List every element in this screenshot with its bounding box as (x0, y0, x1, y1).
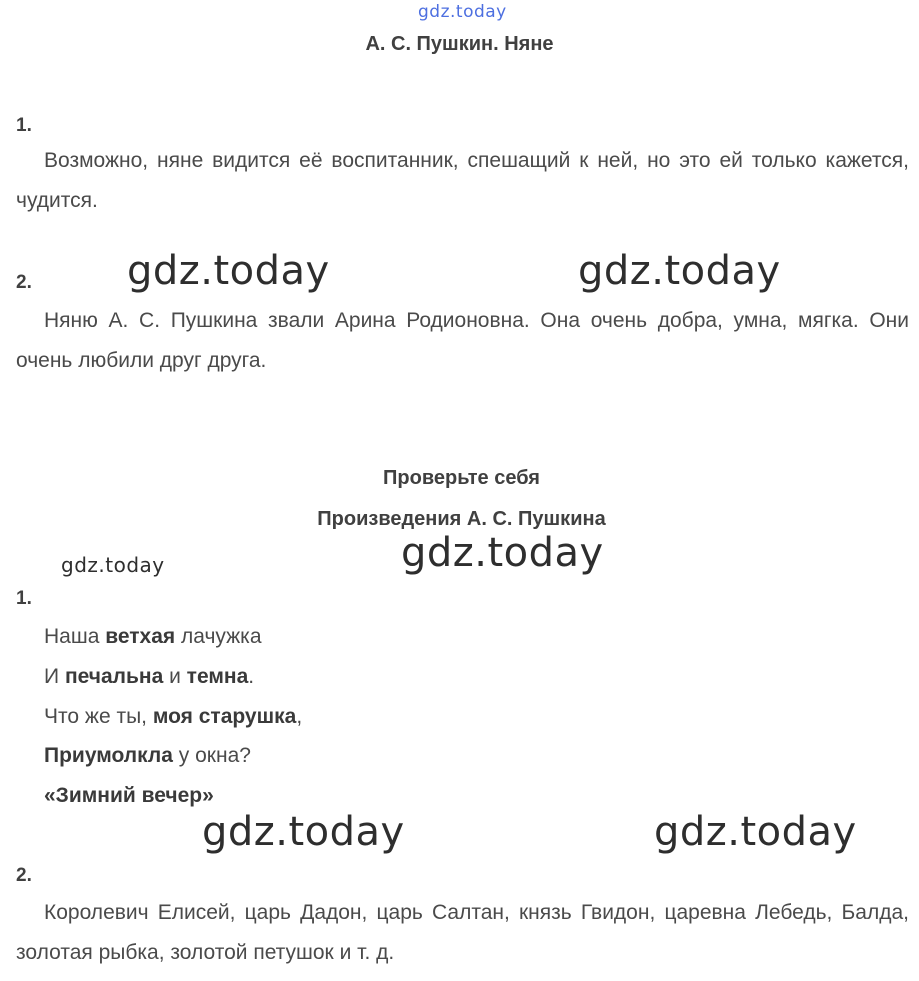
poem-line-3: Что же ты, моя старушка, (44, 705, 303, 728)
question-number-3: 1. (16, 588, 32, 609)
answer-text-4: Королевич Елисей, царь Дадон, царь Салтан, князь Гвидон, царевна Лебедь, Балда, золотая рыбка, золотой петушок и т. д. (16, 901, 909, 964)
answer-text-2: Няню А. С. Пушкина звали Арина Родионовна. Она очень добра, умна, мягка. Они очень любили друг друга. (16, 309, 909, 372)
watermark-6: gdz.today (654, 809, 857, 855)
answer-text-1: Возможно, няне видится её воспитанник, спешащий к ней, но это ей только кажется, чудится. (16, 149, 909, 212)
watermark-top: gdz.today (418, 2, 507, 22)
question-number-4: 2. (16, 865, 32, 886)
question-number-2: 2. (16, 272, 32, 293)
poem-source: «Зимний вечер» (44, 784, 214, 807)
page-title: А. С. Пушкин. Няне (365, 33, 554, 55)
poem-line-2: И печальна и темна. (44, 665, 255, 688)
watermark-2: gdz.today (578, 248, 781, 294)
watermark-4: gdz.today (401, 530, 604, 576)
question-number-1: 1. (16, 115, 32, 136)
poem-line-4: Приумолкла у окна? (44, 744, 251, 767)
watermark-5: gdz.today (202, 809, 405, 855)
watermark-1: gdz.today (127, 248, 330, 294)
poem-line-1: Наша ветхая лачужка (44, 625, 262, 648)
section-subtitle: Произведения А. С. Пушкина (317, 508, 606, 530)
watermark-3: gdz.today (61, 553, 165, 577)
section-title: Проверьте себя (383, 467, 540, 489)
